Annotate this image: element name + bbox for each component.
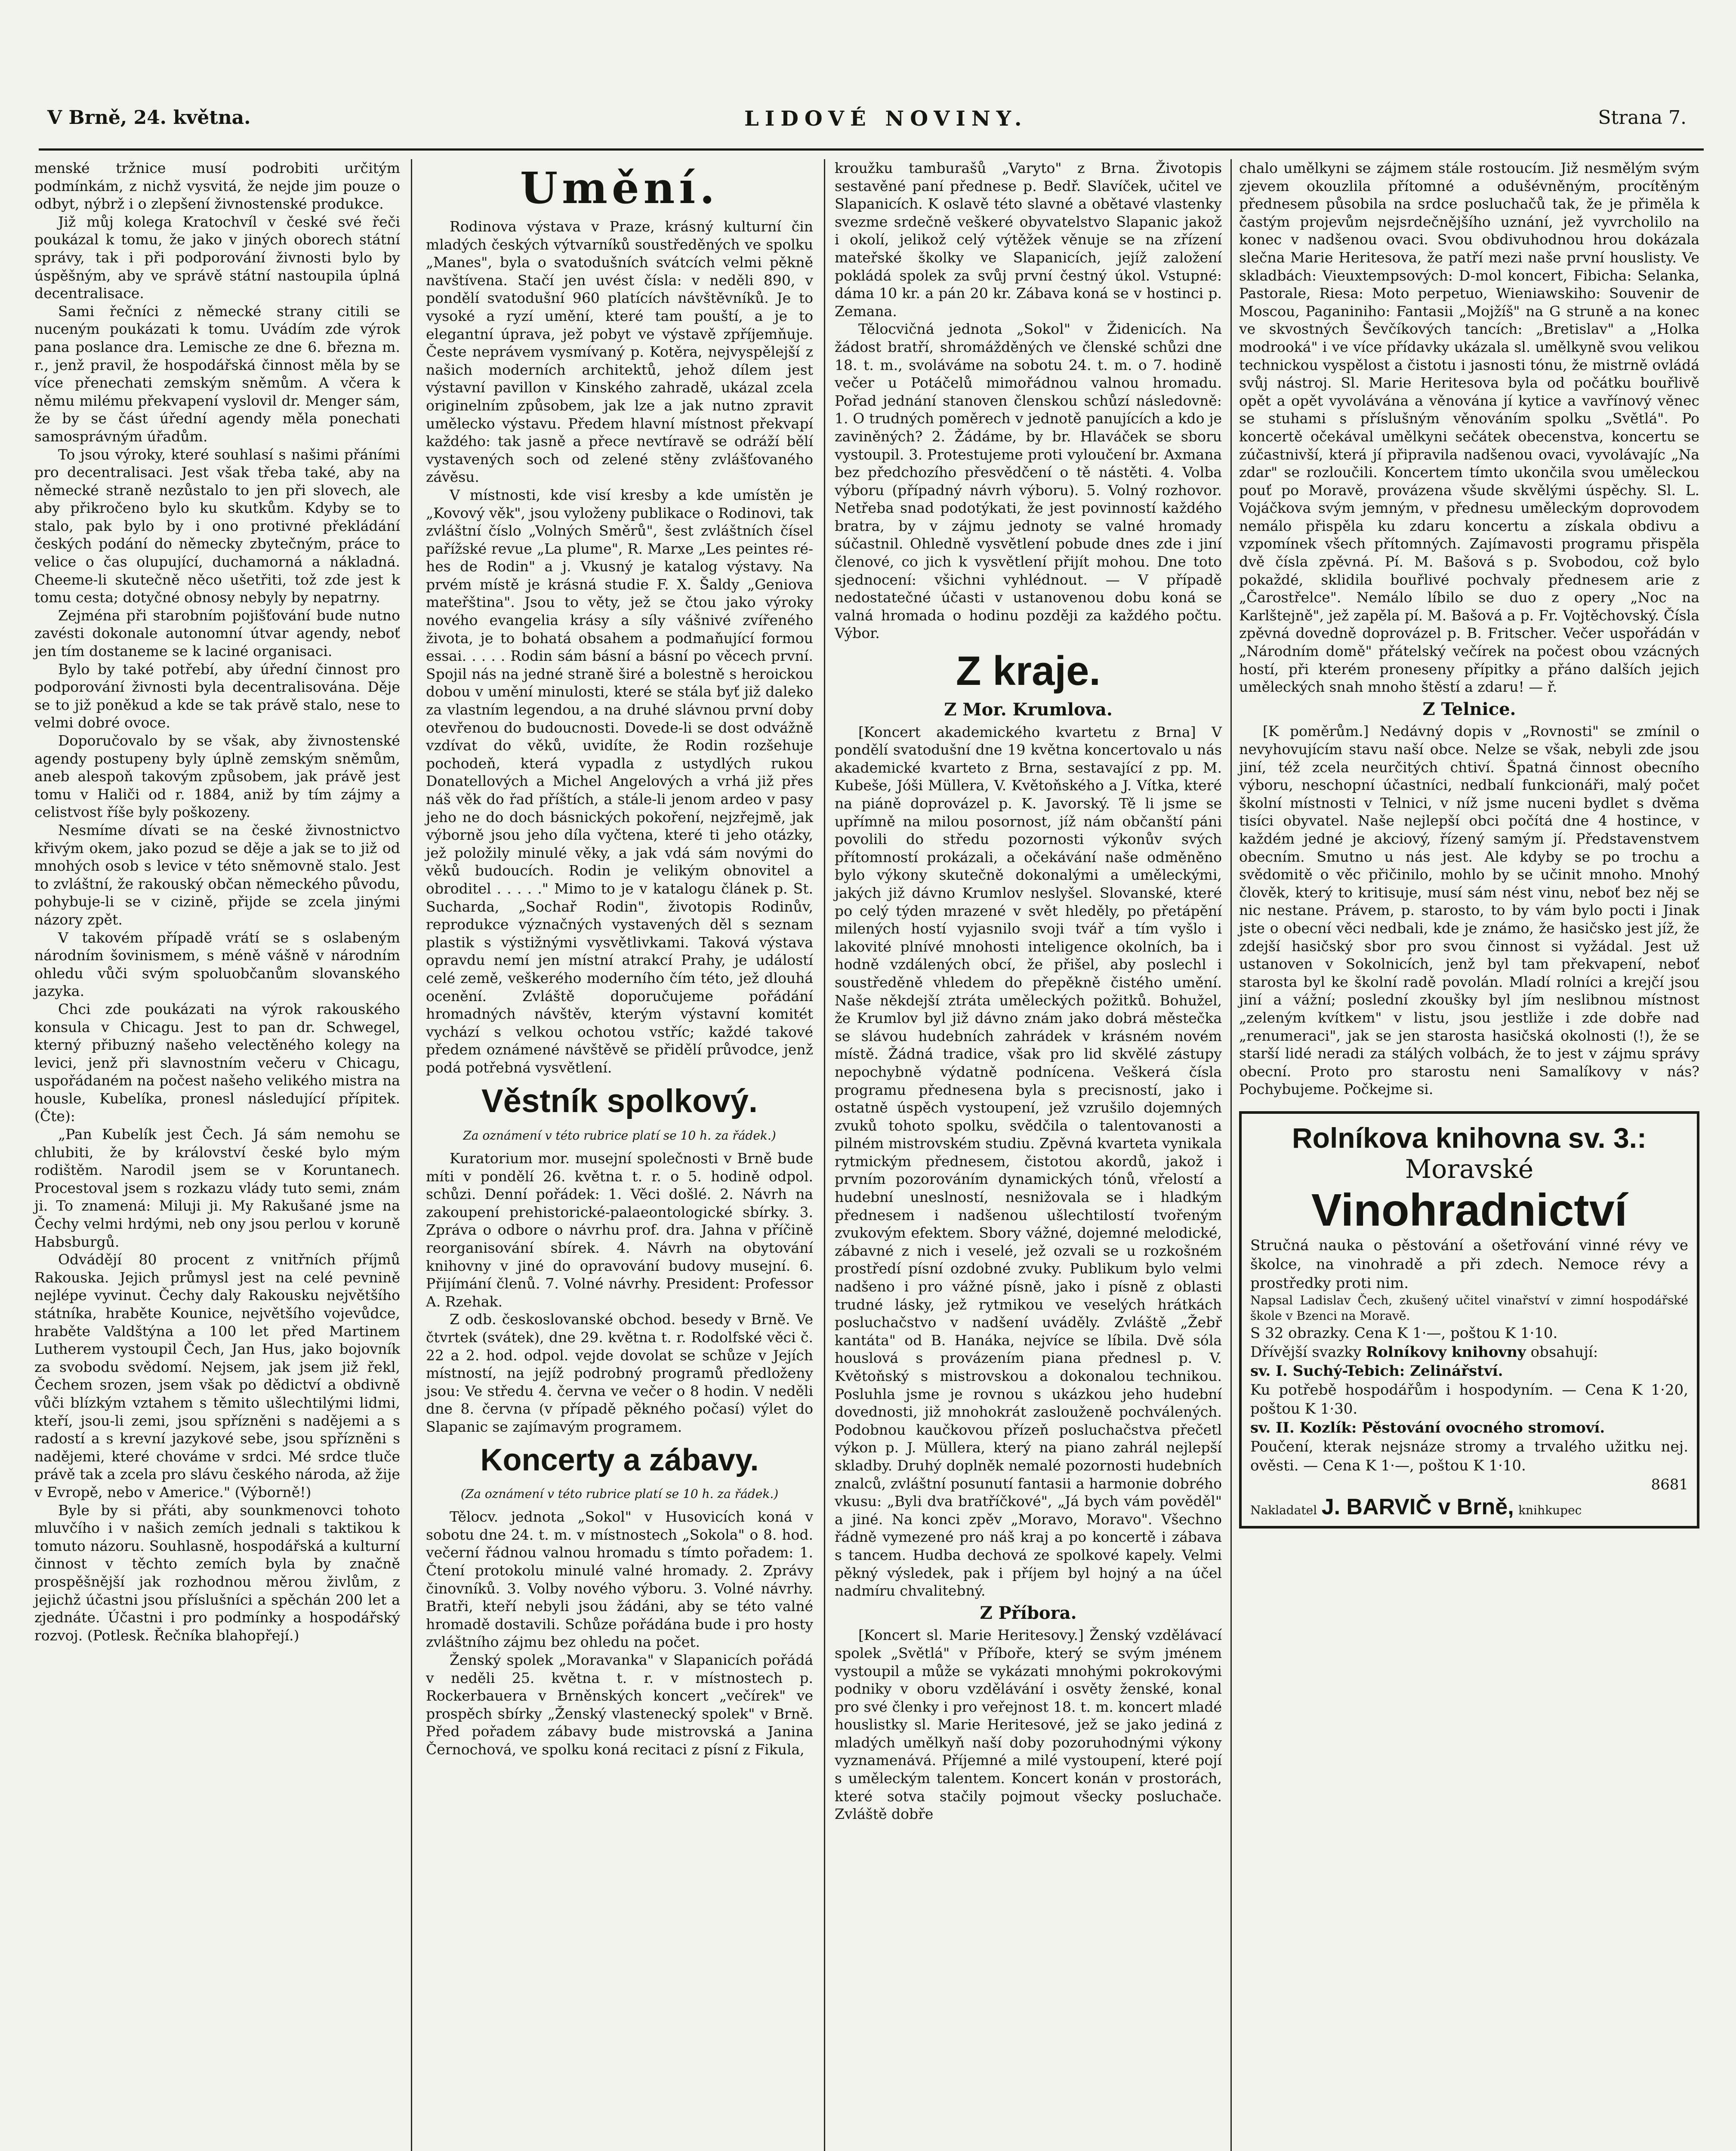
ad-description: Stručná nauka o pěstování a ošetřování vinné révy ve školce, na vinohradě a při zdech. Nemoce révy a prostředky proti nim.	[1250, 1236, 1688, 1292]
article-paragraph: Nesmíme dívati se na české živnostnictvo křivým okem, jako pozud se děje a jak se to již od mnohých osob s levice v této sněmovně stalo. Jest to zvláštní, že rakouský občan německého původu, pohybuje-li se v cizině, přijde se zcela jinými názory zpět.	[34, 821, 400, 928]
header-rule	[39, 148, 1704, 151]
rubric-price-note: Za oznámení v této rubrice platí se 10 h. za řádek.)	[463, 1128, 776, 1143]
page-header	[39, 107, 1704, 141]
ad-book-title: Vinohradnictví	[1311, 1184, 1628, 1236]
notice-paragraph: kroužku tamburašů „Varyto" z Brna. Životopis sestavěné paní přednese p. Bedř. Slavíček, učitel ve Slapanicích. K oslavě této slavné a obětavé vlastenky svezme srdečně veškeré obyvatelstvo Slapanic jakož i okolí, jelikož celý výtěžek věnuje se na zřízení mateřské školky ve Slapanicích, jejíž založení pokládá spolek za svůj první čestný úkol. Vstupné: dáma 10 kr. a pán 20 kr. Zábava koná se v hostinci p. Zemana.	[835, 160, 1222, 320]
article-paragraph: V místnosti, kde visí kresby a kde umístěn je „Kovový věk", jsou vyloženy publikace o Rodinovi, tak zvláštní číslo „Volných Směrů", šest zvláštních čísel pařížské revue „La plume", R. Marxe „Les peintes ré-hes de Rodin" a j. Vkusný je katalog výstavy. Na prvém místě je krásná studie F. X. Šaldy „Geniova mateřština". Jsou to věty, jež se čtou jako výroky nového evangelia krásy a síly vášnivé zvířeného života, je to bohatá obsahem a podmaňující formou essai. . . . . Rodin sám básní a básní po věcech první. Spojil nás na jedné straně širé a bolestně s heroickou dobou v umění minulosti, které se stála byť již daleko za vlastním legendou, a na druhé slávnou první doby otevřenou do budoucnosti. Dovede-li se dost odvážně vzdívat do věků, uvidíte, že Rodin rozšehuje pochodeň, která vypadla z ustydlých rukou Donatellových a Michel Angelových a vrhá již přes náš věk do řad příštích, a stále-li jenom ardeo v pasy jeho ne do doch básnických pokoření, nejzřejmě, jak výborně jsou jeho díla vyčtena, které ti jeho otázky, jež položily minulé věky, a jak vdá sám novými do věků budoucích. Rodin je velikým obnovitel a obroditel . . . . ." Mimo to je v katalogu článek p. St. Sucharda, „Sochař Rodin", životopis Rodinův, reprodukce význačných vystavených děl s seznam plastik s výstižnými vysvětlivkami. Taková výstava opravdu nemí jen místní atrakcí Prahy, je událostí celé země, veškerého moderního čím této, jež dlouhá ocenění. Zvláště doporučujeme pořádání hromadných návštěv, kterým výstavní komitét vychází s velkou ochotou vstříc; každé takové předem oznámené návštěvě se přidělí průvodce, jenž podá potřebná vysvětlení.	[426, 486, 813, 1076]
section-heading-club-bulletin: Věstník spolkový.	[481, 1082, 758, 1119]
section-heading-regions: Z kraje.	[956, 648, 1101, 694]
report-paragraph: [Koncert sl. Marie Heritesovy.] Ženský vzdělávací spolek „Světlá" v Příboře, který se svým jménem vystoupil a může se vykázati mnohými pokrokovými podniky v oboru vzdělávání i osvěty ženské, konal pro své členky i pro veřejnost 18. t. m. koncert mladé houslistky sl. Marie Heritesové, jež se jako jediná z mladých umělkyň naší doby pozoruhodnými výkony vyznamenává. Příjemné a milé vystoupení, které pojí s uměleckým talentem. Koncert konán v prostorách, které sotva stačily pojmout všecky posluchače. Zvláště dobře	[835, 1627, 1222, 1823]
issue-date: V Brně, 24. května.	[47, 107, 251, 129]
article-paragraph: Zejména při starobním pojišťování bude nutno zavésti dokonale autonomní útvar agendy, neboť jen tím dostaneme se k laciné organisaci.	[34, 607, 400, 660]
column-divider	[1230, 159, 1232, 2151]
report-paragraph: chalo umělkyni se zájmem stále rostoucím. Již nesmělým svým zjevem okouzlila přítomné a odušévněným, procítěným přednesem působila na srdce posluchačů tak, že je přiměla k častým projevům nejsrdečnějšího uznání, jež vyvrcholilo na konec v nadšenou ovaci. Svou obdivuhodnou hrou dokázala slečna Marie Heritesova, že patří mezi naše první houslisty. Ve skladbách: Vieuxtempsových: D-mol koncert, Fibicha: Selanka, Pastorale, Riesa: Moto perpetuo, Wieniawskiho: Souvenir de Moscou, Paganiniho: Fantasii „Mojžíš" na G struně a na konec ve skvostných Ševčíkových tancích: „Bretislav" a „Holka modrooká" i ve více přídavky ukázala sl. umělkyně svou velikou technickou vyspělost a čistotu i jasnosti tónu, že mistrně ovládá svůj nástroj. Sl. Marie Heritesova byla od počátku bouřlivě opět a opět vyvolávána a věnována jí kytice a vavřínový věnec se stuhami s příslušným věnováním spolku „Světlá". Po koncertě očekával umělkyni sečátek obecenstva, koncertu se zúčastnivší, která jí připravila nadšenou ovaci, vyvolávajíc „Na zdar" se rozloučili. Koncertem tímto ukončila svou uměleckou pouť po Moravě, provázena všude skvělými úspěchy. Sl. L. Vojáčkova svým jemným, v přednesu uměleckým doprovodem nemálo přispěla ku zdaru koncertu a získala obdivu a vzpomínek všech přítomných. Zajímavosti programu přispěla dvě čísla zpěvná. Pí. M. Bašová s p. Svobodou, což bylo pokaždé, sklidila bouřlivé pochvaly přednesem arie z „Čarostřelce". Nemálo líbilo se duo z opery „Noc na Karlštejně", jež zapěla pí. M. Bašová a p. Fr. Vojtěchovský. Čísla zpěvná dovedně doprovázel p. B. Fritscher. Večer uspořádán v „Národním domě" přátelský večírek na počest obou vzácných hostí, při kterém proneseny přípitky a přáno dalších jejich uměleckých snah mnoho štěstí a zdaru! — ř.	[1239, 160, 1699, 696]
dateline: Z Telnice.	[1422, 699, 1516, 719]
article-paragraph: V takovém případě vrátí se s oslabeným národním šovinismem, s méně vášně v národním ohledu vůči svým spoluobčanům slovanského jazyka.	[34, 929, 400, 1000]
column-3	[835, 159, 1222, 2151]
notice-paragraph: Kuratorium mor. musejní společnosti v Brně bude míti v pondělí 26. května t. r. o 5. hodině odpol. schůzi. Denní pořádek: 1. Věci došlé. 2. Návrh na zakoupení prehistorické-palaeontologické sbírky. 3. Zpráva o odbore o návrhu prof. dra. Jahna v příčině reorganisování sbírek. 4. Návrh na obytování knihovny v jiné do opravování budovy musejní. 6. Přijímání členů. 7. Volné návrhy. President: Professor A. Rzehak.	[426, 1150, 813, 1310]
ad-code: 8681	[1651, 1476, 1688, 1493]
ad-author: Napsal Ladislav Čech, zkušený učitel vinařství v zimní hospodářské škole v Bzenci na Moravě.	[1250, 1293, 1688, 1323]
column-4	[1239, 159, 1699, 2151]
dateline: Z Mor. Krumlova.	[944, 700, 1113, 720]
rubric-price-note: (Za oznámení v této rubrice platí se 10 h. za řádek.)	[460, 1486, 779, 1501]
ad-volume-2: sv. II. Kozlík: Pěstování ovocného stromoví.	[1250, 1419, 1605, 1436]
ad-subtitle: Moravské	[1405, 1154, 1534, 1184]
ad-volume-2-detail: Poučení, kterak nejsnáze stromy a trvalého užitku nej. ověsti. — Cena K 1·—, poštou K 1·10.	[1250, 1438, 1688, 1474]
dateline: Z Příbora.	[980, 1602, 1077, 1623]
article-paragraph: Chci zde poukázati na výrok rakouského konsula v Chicagu. Jest to pan dr. Schwegel, kterný přibuzný našeho velectěného kolegy na levici, jenž při slavnostním večeru v Chicagu, uspořádaném na počest našeho velikého mistra na housle, Kubelíka, pronesl následující přípitek. (Čte):	[34, 1000, 400, 1125]
column-divider	[411, 159, 412, 2151]
ad-series-title: Rolníkova knihovna sv. 3.:	[1292, 1122, 1647, 1154]
notice-paragraph: Z odb. českoslovanské obchod. besedy v Brně. Ve čtvrtek (svátek), dne 29. května t. r. Rodolfské věci č. 22 a 2. hod. odpol. vejde dovolat se schůze v Jejích místností, na jejíž podrobný programů předloženy jsou: Ve středu 4. června ve večer o 8 hodin. V neděli dne 8. června (v případě pěkného počasí) výlet do Slapanic se zajímavým programem.	[426, 1311, 813, 1435]
article-paragraph: Bylo by také potřebí, aby úřední činnost pro podporování živnosti byla decentralisována. Děje se to již poněkud a kde se tak právě stalo, nese to velmi dobré ovoce.	[34, 660, 400, 731]
section-heading-concerts: Koncerty a zábavy.	[480, 1442, 759, 1477]
section-heading-art: Umění.	[520, 163, 719, 213]
article-paragraph: Sami řečníci z německé strany citili se nuceným poukázati k tomu. Uvádím zde výrok pana poslance dra. Lemische ze dne 6. března m. r., jenž pravil, že hospodářská činnost měla by se více přenechati zemským sněmům. A včera k němu milému překvapení vyslovil dr. Menger sám, že by se část úřední agendy měla ponechati samosprávným úřadům.	[34, 302, 400, 445]
article-paragraph: Již můj kolega Kratochvíl v české své řeči poukázal k tomu, že jako v jiných oborech státní správy, tak i při podporování živnosti bylo by úspěšným, aby ve správě státní nastoupila úplná decentralisace.	[34, 213, 400, 302]
ad-price: S 32 obrazky. Cena K 1·—, poštou K 1·10.	[1250, 1324, 1558, 1342]
book-advertisement	[1239, 1111, 1699, 1529]
article-paragraph: Doporučovalo by se však, aby živnostenské agendy postupeny byly úplně zemským sněmům, aneb alespoň takovým způsobem, jak právě jest tomu v Haliči od r. 1884, aniž by tím zájmy a celistvost říše byly poškozeny.	[34, 732, 400, 821]
ad-earlier-volumes: Dřívější svazky Rolníkovy knihovny obsahují:	[1250, 1343, 1598, 1361]
article-paragraph: menské tržnice musí podrobiti určitým podmínkám, z nichž vysvitá, že nejde jim pouze o odbyt, nýbrž i o zlepšení živnostenské produkce.	[34, 160, 400, 213]
ad-volume-1-detail: Ku potřebě hospodářům i hospodyním. — Cena K 1·20, poštou K 1·30.	[1250, 1381, 1688, 1418]
article-paragraph: Byle by si přáti, aby sounkmenovci tohoto mluvčího i v našich zemích jednali s taktikou k tomuto názoru. Souhlasně, hospodářská a kulturní činnost v těchto zemích byla by značně prospěšnější jak rozhodnou měrou živlům, z jejichž účastni jsou příslušníci a spěchán 200 let a zjednáte. Účastni i pro podmínky a hospodářský rozvoj. (Potlesk. Řečníka blahopřejí.)	[34, 1501, 400, 1644]
report-paragraph: [K poměrům.] Nedávný dopis v „Rovnosti" se zmínil o nevyhovujícím stavu naší obce. Nelze se však, nebyli zde jsou jiní, též zcela neurčitých chtiví. Špatná činnost obecního výboru, neschopní účastníci, nedbalí funkcionáři, malý počet školní místnosti v Telnici, v níž jsme nuceni bydlet s dvěma tisíci obyvatel. Naše nejlepší obci počítá dne 4 hostince, v každém jedné je akciový, řízený samým jí. Představenstvem obecním. Smutno u nás jest. Ale kdyby se po trochu a svědomitě o věc přičinilo, mohlo by se učinit mnoho. Mnohý člověk, který to kritisuje, musí sám nést vinu, neboť bez něj se nic nestane. Právem, p. starosto, to by vám bylo pocti i Jinak jste o obecní věci nedbali, kde je známo, že hasičsko jest jíž, že zdejší hasičský sbor pro svou činnost si vyžádal. Jest už ustanoven v Sokolnicích, jenž byl tam překvapení, neboť starosta byl ke školní radě povolán. Mladí rolníci a krejčí jsou jiní a vážní; poslední zkoušky byl jím neslibnou místnost „zeleným kvítkem" v listu, jsou jestliže i zde dobře nad „renumeraci", jak se jen starosta hasičská okolnosti (!), že se starší lidé neradi za stálých volbách, že to jest v zájmu správy obecní. Proto pro starostu neni Samalíkovy v nás? Pochybujeme. Počkejme si.	[1239, 723, 1699, 1098]
notice-paragraph: Tělocvičná jednota „Sokol" v Židenicích. Na žádost bratří, shromážděných ve členské schůzi dne 18. t. m., svoláváme na sobotu 24. t. m. o 7. hodině večer u Potáčelů mimořádnou valnou hromadu. Pořad jednání stanoven členskou schůzí následovně: 1. O trudných poměrech v jednotě panujících a kdo je zaviněných? 2. Žádáme, by br. Hlaváček se sboru vystoupil. 3. Protestujeme proti vyloučení br. Axmana bez předchozího přesvědčení o tě nástěti. 4. Volba výboru (případný návrh výboru). 5. Volný rozhovor. Netřeba snad podotýkati, že jest povinností každého bratra, by v zájmu jednoty se valné hromady súčastnil. Ohledně vysvětlení pobude dnes zde i jiní členové, co jich k vysvětlení přijít mohou. Dne toto sjednocení: všichni vyhlédnout. — V případě nedostatečné účasti v ustanovenou dobu koná se valná hromada o hodinu později za každého počtu. Výbor.	[835, 320, 1222, 642]
ad-volume-1: sv. I. Suchý-Tebich: Zelinářství.	[1250, 1362, 1503, 1380]
article-paragraph: Odvádějí 80 procent z vnitřních příjmů Rakouska. Jejich průmysl jest na celé pevnině nejlépe vyvinut. Čechy daly Rakousku největšího státníka, hraběte Kounice, největšího vojevůdce, hraběte Valdštýna a 100 let před Martinem Lutherem vystoupil Čech, Jan Hus, jako bojovník za svobodu svědomí. Nejsem, jak jsem již řekl, Čechem srozen, jsem však po dědictví a obdivně vůči blízkým vztahem s těmito ušlechtilými lidmi, kteří, jsou-li zemi, jsou spřízněni s nadějemi a s radostí a s krevní jazykové sebe, jsou spřízněni s nadějemi, které chováme v srdci. Mé srdce tluče právě tak a zcela pro slávu českého národa, až žije v Evropě, nebo v Americe." (Výborně!)	[34, 1251, 400, 1501]
notice-paragraph: Ženský spolek „Moravanka" v Slapanicích pořádá v neděli 25. května t. r. v místnostech p. Rockerbauera v Brněnských koncert „večírek" ve prospěch sbírky „Ženský vlastenecký spolek" v Brně. Před pořadem zábavy bude mistrovská a Janina Černochová, ve spolku koná recitaci z písní z Fikula,	[426, 1651, 813, 1758]
article-paragraph: Rodinova výstava v Praze, krásný kulturní čin mladých českých výtvarníků soustředěných ve spolku „Manes", byla o svatodušních svátcích velmi pěkně navštívena. Stačí jen uvést čísla: v neděli 890, v pondělí svatodušní 960 platících návštěvníků. Je to vysoké a ryzí umění, které tam pouští, a je to elegantní úprava, jež pobyt ve výstavě zpříjemňuje. Česte neprávem vysmívaný p. Kotěra, nejvyspělejší z našich moderních architektů, jehož dílem jest výstavní pavillon v Kinského zahradě, ukázal zcela originelním způsobem, jak lze a jak nutno zpravit umělecko výstavu. Předem hlavní místnost překvapí každého: tak jasně a přece nevtíravě se odráží bělí vystavených soch od zelené stěny zvlášťovaného závěsu.	[426, 218, 813, 486]
article-paragraph: „Pan Kubelík jest Čech. Já sám nemohu se chlubiti, že by království české bylo mým rodištěm. Narodil jsem se v Koruntanech. Procestoval jsem s rozkazu vlády tuto semi, znám ji. To znamená: Miluji ji. My Rakušané jsme na Čechy velmi hrdými, neb ony jsou perlou v koruně Habsburgů.	[34, 1126, 400, 1250]
column-1	[34, 159, 400, 2151]
column-divider	[824, 159, 825, 2151]
report-paragraph: [Koncert akademického kvartetu z Brna] V pondělí svatodušní dne 19 května koncertovalo u nás akademické kvarteto z Brna, sestavající z pp. M. Kubeše, Jóši Müllera, V. Květoňského a J. Vítka, které na piáně doprovázel p. K. Javorský. Tě li jsme se upřímně na milou posornost, jíž nám občanští páni povolili do středu pozornosti výkonův svých přítomností prokázali, a očekávání naše odměněno bylo výkony skutečně dokonalými a uměleckými, jakých již dávno Krumlov neslyšel. Slovanské, které po celý týden mrazené v svět hleděly, po přetápění milených hostí vyjasnilo svoji tvář a tím vyšlo i lakovité plnívé mnohosti inteligence okolních, ba i hodně vzdálených obcí, že přišel, aby poslechl i soustředěně vhledem do přepěkně čistého umění. Naše někdejší ztráta uměleckých požitků. Bohužel, že Krumlov byl již dávno znám jako dobrá městečka se slávou hudebních zahrádek v krásném novém místě. Žádná tradice, však pro lid skvělé zástupy nepochybně výdatně podnícena. Veškerá čísla programu přednesena byla s precisností, jako i ostatně úspěch vystoupení, jež vzrušilo dojemných zvuků tohoto spolku, svědčila o talentovanosti a pilném mistrovském studiu. Zpěvná kvarteta vynikala rytmickým přednesem, čistotou akordů, jakož i prvním pozorováním dynamických tónů, vřelostí a hudební uneslností, nesnižovala se i hladkým přednesem i nadšenou ušlechtilostí tvořeným zvukovým efektem. Sbory vážné, dojemné melodické, zábavné z nich i veselé, jež ozvali se u rozkošném prostředí písní ozdobné zvuky. Publikum bylo velmi nadšeno i pro vážné písně, jako i písně z oblasti trudné lásky, jež rytmikou ve veselých hrátkách posluchačstvo v nadšení uváděly. Zvláště „Žebř kantáta" od B. Hanáka, nejvíce se líbila. Dvě sóla houslová s provázením piana přednesl p. V. Květoňský s mistrovskou a dokonalou technikou. Posluhla jsme je rovnou s ukázkou jeho hudební dovednosti, již mnohokrát zaslouženě pochválených. Podobnou kaučkovou přízeň posluchačstva přečetl výkon p. J. Müllera, který na piano zahrál nejlepší skladby. Druhý doplněk nemalé pozornosti hudebních znalců, zvláštní posunutí fantasii a harmonie dobrého vkusu: „Byli dva bratříčkové", „Já bych vám pověděl" a jiné. Na konci zpěv „Moravo, Moravo". Všechno řádně vymezené pro náš kraj a po koncertě i zábava s tancem. Hudba dechová ze spolkové kapely. Velmi pěkný výsledek, pak i příjem byl hojný a na účel nadmíru chvalitebný.	[835, 723, 1222, 1599]
article-paragraph: To jsou výroky, které souhlasí s našimi přáními pro decentralisaci. Jest však třeba také, aby na německé straně nezůstalo to jen při slovech, ale aby přikročeno bylo ku skutkům. Kdyby se to stalo, pak bylo by i ono protivné překládání českých podání do německy zbytečným, práce to velice o čas olupující, duchamorná a nákladná. Cheeme-li skutečně něco ušetřiti, tož zde jest k tomu cesta; dotyčné obnosy nebyly by nepatrny.	[34, 446, 400, 606]
notice-paragraph: Tělocv. jednota „Sokol" v Husovicích koná v sobotu dne 24. t. m. v místnostech „Sokola" o 8. hod. večerní řádnou valnou hromadu s tímto pořadem: 1. Čtení protokolu minulé valné hromady. 2. Zprávy činovníků. 3. Volby nového výboru. 3. Volné návrhy. Bratři, kteří nebyli jsou žádáni, aby se této valné hromadě dostavili. Schůze pořádána bude i pro hosty zvláštního zájmu bez ohledu na počet.	[426, 1508, 813, 1651]
page-number: Strana 7.	[1598, 107, 1687, 129]
newspaper-title: LIDOVÉ NOVINY.	[744, 107, 1028, 131]
ad-publisher: Nakladatel J. BARVIČ v Brně, knihkupec	[1250, 1494, 1582, 1519]
column-2	[426, 159, 813, 2151]
